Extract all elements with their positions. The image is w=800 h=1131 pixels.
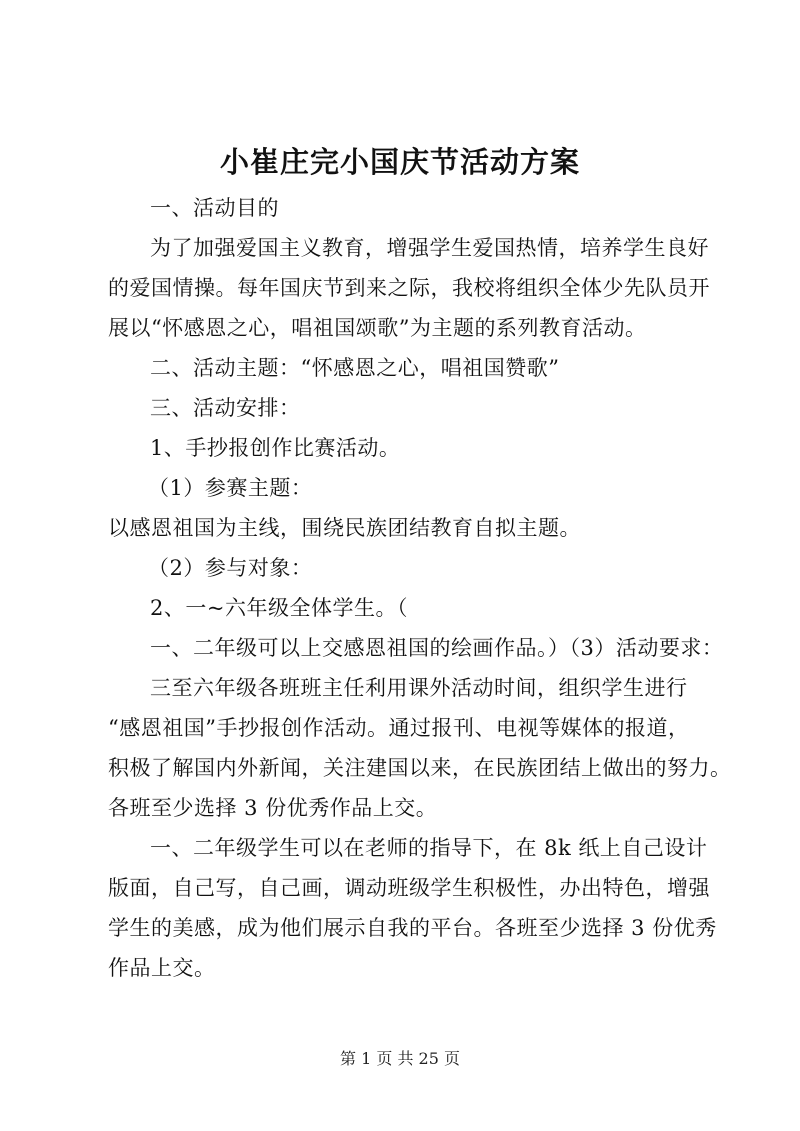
paragraph-line: 一、二年级可以上交感恩祖国的绘画作品。）（3）活动要求： bbox=[150, 636, 724, 660]
paragraph-line: 学生的美感，成为他们展示自我的平台。各班至少选择 3 份优秀 bbox=[108, 916, 717, 940]
list-item-label: （1）参赛主题： bbox=[148, 476, 313, 500]
paragraph-line: 积极了解国内外新闻，关注建国以来，在民族团结上做出的努力。 bbox=[108, 756, 732, 780]
paragraph-line: 以感恩祖国为主线，围绕民族团结教育自拟主题。 bbox=[108, 516, 581, 540]
section-heading-purpose: 一、活动目的 bbox=[150, 196, 279, 220]
document-title: 小崔庄完小国庆节活动方案 bbox=[219, 145, 580, 179]
section-heading-arrangement: 三、活动安排： bbox=[150, 396, 301, 420]
paragraph-line: 各班至少选择 3 份优秀作品上交。 bbox=[108, 796, 438, 820]
paragraph-line: 三至六年级各班班主任利用课外活动时间，组织学生进行 bbox=[150, 676, 688, 700]
paragraph-line: 作品上交。 bbox=[108, 956, 216, 980]
list-item-label: （2）参与对象： bbox=[148, 556, 313, 580]
paragraph-line: 版面，自己写，自己画，调动班级学生积极性，办出特色，增强 bbox=[108, 876, 710, 900]
page-number-footer: 第 1 页 共 25 页 bbox=[340, 1049, 460, 1068]
paragraph-line: 展以“怀感恩之心，唱祖国颂歌”为主题的系列教育活动。 bbox=[108, 316, 647, 340]
subsection-heading: 1、手抄报创作比赛活动。 bbox=[150, 436, 401, 460]
paragraph-line: 的爱国情操。每年国庆节到来之际，我校将组织全体少先队员开 bbox=[108, 276, 710, 300]
paragraph-line: 2、一~六年级全体学生。（ bbox=[150, 596, 408, 620]
paragraph-line: “感恩祖国”手抄报创作活动。通过报刊、电视等媒体的报道， bbox=[108, 716, 690, 740]
paragraph-line: 一、二年级学生可以在老师的指导下，在 8k 纸上自己设计 bbox=[150, 836, 708, 860]
section-heading-theme: 二、活动主题：“怀感恩之心，唱祖国赞歌” bbox=[150, 356, 560, 380]
paragraph-line: 为了加强爱国主义教育，增强学生爱国热情，培养学生良好 bbox=[150, 236, 709, 260]
